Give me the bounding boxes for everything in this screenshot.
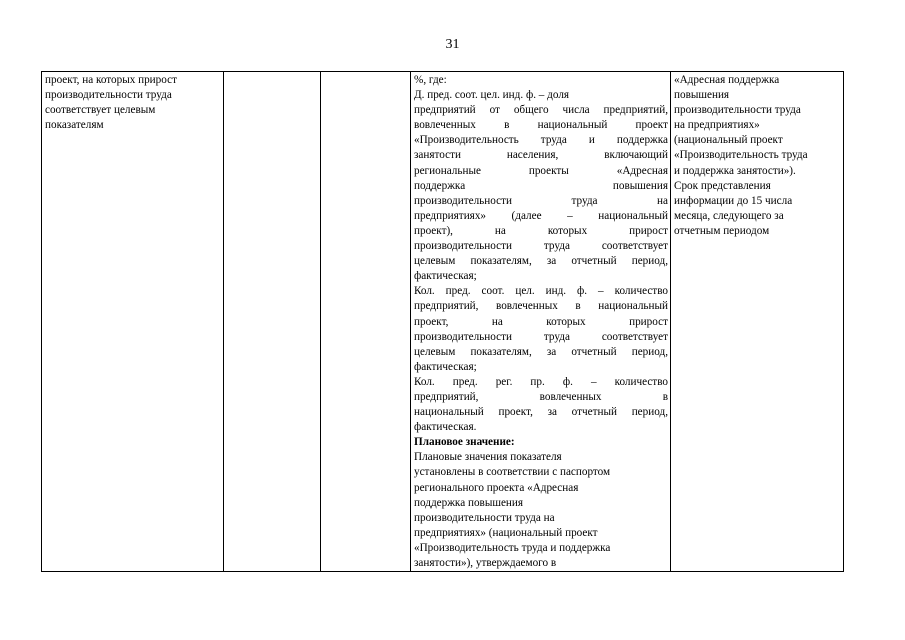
col4-line: фактическая; xyxy=(414,270,477,283)
col4-line: Плановое значение: xyxy=(414,436,515,449)
table-cell-empty-2 xyxy=(321,72,411,572)
col4-line: Плановые значения показателя xyxy=(414,451,562,464)
col4-line: предприятий, вовлеченных в национальный xyxy=(414,300,668,313)
col4-line: целевым показателям, за отчетный период, xyxy=(414,345,668,358)
col5-line: месяца, следующего за xyxy=(674,209,784,222)
col4-line: производительности труда на xyxy=(414,511,555,524)
col4-line: поддержка повышения xyxy=(414,496,524,509)
col4-line: проект, на которых прирост xyxy=(414,315,668,328)
col4-line: Д. пред. соот. цел. инд. ф. – доля xyxy=(414,89,570,102)
col4-line: фактическая; xyxy=(414,360,477,373)
col4-line: «Производительность труда и поддержка xyxy=(414,134,668,147)
col4-line: занятости»), утверждаемого в xyxy=(414,557,557,569)
table-row xyxy=(42,72,844,572)
col4-line: региональные проекты «Адресная xyxy=(414,164,668,177)
col1-line: производительности труда xyxy=(45,89,172,102)
col4-line: целевым показателям, за отчетный период, xyxy=(414,255,668,268)
table-cell-description xyxy=(42,72,224,572)
document-table xyxy=(41,71,844,572)
col4-line: регионального проекта «Адресная xyxy=(414,481,579,494)
col5-line: Срок представления xyxy=(674,179,771,192)
col5-line: информации до 15 числа xyxy=(674,194,793,207)
col4-line: национальный проект, за отчетный период, xyxy=(414,406,668,419)
table-cell-source xyxy=(671,72,844,572)
col4-line: предприятий, вовлеченных в xyxy=(414,390,668,403)
col4-line: Кол. пред. соот. цел. инд. ф. – количество xyxy=(414,285,668,298)
col4-line: «Производительность труда и поддержка xyxy=(414,541,611,554)
col4-line: Кол. пред. рег. пр. ф. – количество xyxy=(414,375,668,388)
col4-line: проект), на которых прирост xyxy=(414,224,668,237)
col4-line: предприятий от общего числа предприятий, xyxy=(414,104,668,117)
table-cell-formula xyxy=(411,72,671,572)
col4-line: занятости населения, включающий xyxy=(414,149,668,162)
col4-line: предприятиях» (далее – национальный xyxy=(414,209,668,222)
col4-line: производительности труда соответствует xyxy=(414,330,668,343)
col4-line: производительности труда на xyxy=(414,194,668,207)
col5-line: «Производительность труда xyxy=(674,149,808,162)
col1-line: проект, на которых прирост xyxy=(45,74,177,86)
col4-line: %, где: xyxy=(414,74,447,86)
col5-line: отчетным периодом xyxy=(674,224,770,237)
col5-line: «Адресная поддержка xyxy=(674,74,780,86)
col5-line: и поддержка занятости»). xyxy=(674,164,796,177)
table-cell-empty-1 xyxy=(224,72,321,572)
page-number: 31 xyxy=(445,37,460,52)
col1-line: соответствует целевым xyxy=(45,104,156,117)
col4-line: предприятиях» (национальный проект xyxy=(414,526,598,539)
col4-line: поддержка повышения xyxy=(414,179,668,192)
col4-line: фактическая. xyxy=(414,421,477,434)
col5-line: производительности труда xyxy=(674,104,801,117)
col4-line: вовлеченных в национальный проект xyxy=(414,119,668,132)
col5-line: (национальный проект xyxy=(674,134,783,147)
col4-line: установлены в соответствии с паспортом xyxy=(414,466,611,479)
col5-line: повышения xyxy=(674,89,730,102)
col4-line: производительности труда соответствует xyxy=(414,240,668,253)
col5-line: на предприятиях» xyxy=(674,119,760,132)
col1-line: показателям xyxy=(45,119,104,132)
